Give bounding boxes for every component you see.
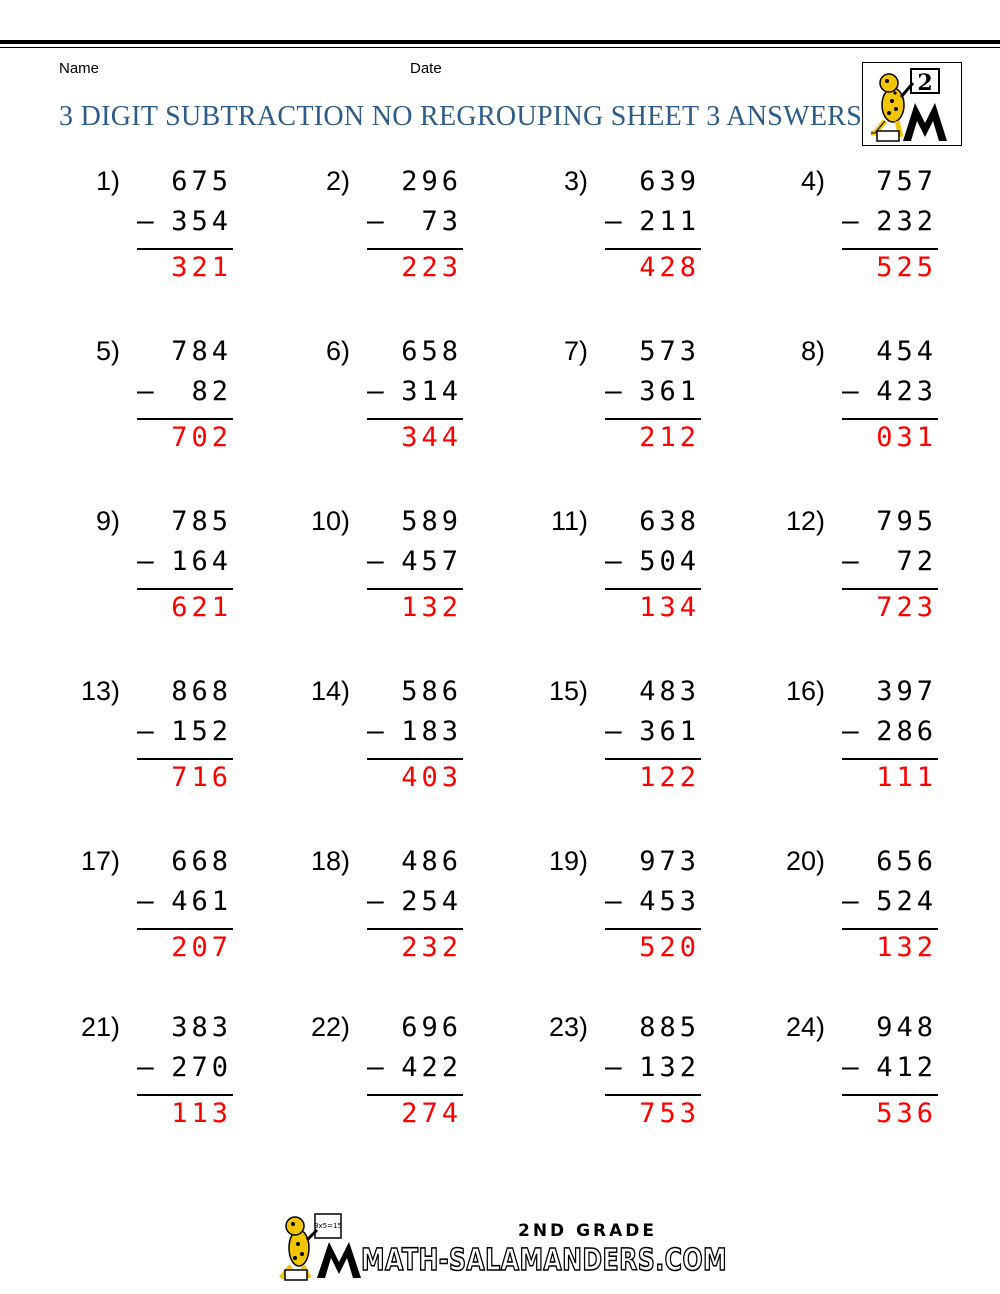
minus-sign-icon: –	[367, 204, 384, 237]
answer-rule	[137, 418, 233, 420]
problem-answer: 122	[639, 762, 700, 793]
answer-rule	[605, 928, 701, 930]
answer-rule	[367, 588, 463, 590]
problem-subtrahend: 457	[401, 546, 462, 577]
problem-number: 18)	[310, 846, 350, 876]
problem-number: 2)	[325, 166, 350, 196]
problem-subtrahend: 164	[171, 546, 232, 577]
minus-sign-icon: –	[842, 204, 859, 237]
answer-rule	[605, 588, 701, 590]
minus-sign-icon: –	[137, 714, 154, 747]
problem-number: 24)	[785, 1012, 825, 1042]
answer-rule	[367, 1094, 463, 1096]
problem-item	[715, 676, 945, 816]
footer-site-text: MATH-SALAMANDERS.COM	[361, 1243, 727, 1278]
footer-badge: 3x5=15	[314, 1222, 342, 1230]
problem-subtrahend: 254	[401, 886, 462, 917]
logo-salamander-icon	[862, 62, 962, 146]
problem-subtrahend: 270	[171, 1052, 232, 1083]
minus-sign-icon: –	[367, 714, 384, 747]
problem-number: 17)	[80, 846, 120, 876]
minus-sign-icon: –	[367, 1050, 384, 1083]
answer-rule	[605, 418, 701, 420]
answer-rule	[367, 758, 463, 760]
minus-sign-icon: –	[367, 544, 384, 577]
problem-minuend: 586	[401, 676, 462, 707]
footer-grade-text: 2ND GRADE	[518, 1221, 658, 1241]
problem-subtrahend: 286	[876, 716, 937, 747]
problem-subtrahend: 361	[639, 716, 700, 747]
problem-item	[715, 506, 945, 646]
problem-answer: 031	[876, 422, 937, 453]
problem-item	[478, 676, 708, 816]
problem-answer: 536	[876, 1098, 937, 1129]
problem-minuend: 885	[639, 1012, 700, 1043]
minus-sign-icon: –	[605, 1050, 622, 1083]
problem-number: 5)	[95, 336, 120, 366]
minus-sign-icon: –	[605, 884, 622, 917]
problem-subtrahend: 412	[876, 1052, 937, 1083]
problem-item	[478, 1012, 708, 1152]
answer-rule	[842, 928, 938, 930]
worksheet-title: 3 DIGIT SUBTRACTION NO REGROUPING SHEET 3 ANSWERS	[59, 101, 863, 132]
answer-rule	[842, 588, 938, 590]
minus-sign-icon: –	[367, 884, 384, 917]
name-label: Name	[59, 60, 100, 77]
problem-item	[240, 506, 470, 646]
problem-minuend: 785	[171, 506, 232, 537]
minus-sign-icon: –	[137, 884, 154, 917]
problem-subtrahend: 461	[171, 886, 232, 917]
problem-number: 22)	[310, 1012, 350, 1042]
problem-item	[240, 166, 470, 306]
problem-number: 16)	[785, 676, 825, 706]
answer-rule	[137, 248, 233, 250]
problem-answer: 207	[171, 932, 232, 963]
top-rule-thin	[0, 47, 1000, 48]
answer-rule	[842, 248, 938, 250]
problem-item	[240, 1012, 470, 1152]
problem-minuend: 784	[171, 336, 232, 367]
problem-number: 15)	[548, 676, 588, 706]
problem-item	[10, 1012, 240, 1152]
problem-answer: 132	[876, 932, 937, 963]
problem-number: 20)	[785, 846, 825, 876]
problem-item	[240, 676, 470, 816]
footer-logo	[273, 1212, 733, 1287]
problem-minuend: 675	[171, 166, 232, 197]
minus-sign-icon: –	[137, 544, 154, 577]
minus-sign-icon: –	[842, 714, 859, 747]
problem-answer: 274	[401, 1098, 462, 1129]
problem-item	[240, 846, 470, 986]
problem-minuend: 638	[639, 506, 700, 537]
problem-answer: 716	[171, 762, 232, 793]
problem-subtrahend: 211	[639, 206, 700, 237]
problem-answer: 132	[401, 592, 462, 623]
date-label: Date	[410, 60, 442, 77]
minus-sign-icon: –	[137, 1050, 154, 1083]
minus-sign-icon: –	[367, 374, 384, 407]
problem-minuend: 868	[171, 676, 232, 707]
problem-subtrahend: 132	[639, 1052, 700, 1083]
problem-answer: 321	[171, 252, 232, 283]
problem-item	[715, 1012, 945, 1152]
problem-minuend: 483	[639, 676, 700, 707]
problem-number: 14)	[310, 676, 350, 706]
problem-minuend: 757	[876, 166, 937, 197]
problem-item	[10, 166, 240, 306]
problem-minuend: 696	[401, 1012, 462, 1043]
problem-number: 6)	[325, 336, 350, 366]
problem-number: 3)	[563, 166, 588, 196]
problem-minuend: 589	[401, 506, 462, 537]
problem-item	[10, 336, 240, 476]
answer-rule	[842, 758, 938, 760]
problem-minuend: 296	[401, 166, 462, 197]
problem-number: 19)	[548, 846, 588, 876]
answer-rule	[842, 418, 938, 420]
problem-subtrahend: 82	[171, 376, 232, 407]
problem-item	[240, 336, 470, 476]
minus-sign-icon: –	[605, 204, 622, 237]
problem-item	[715, 846, 945, 986]
problem-answer: 212	[639, 422, 700, 453]
problem-number: 1)	[95, 166, 120, 196]
problem-minuend: 397	[876, 676, 937, 707]
answer-rule	[367, 418, 463, 420]
problem-subtrahend: 423	[876, 376, 937, 407]
problem-number: 11)	[550, 506, 588, 536]
minus-sign-icon: –	[605, 714, 622, 747]
problem-minuend: 948	[876, 1012, 937, 1043]
minus-sign-icon: –	[842, 374, 859, 407]
problem-answer: 520	[639, 932, 700, 963]
problem-item	[478, 336, 708, 476]
minus-sign-icon: –	[137, 374, 154, 407]
problem-item	[478, 846, 708, 986]
problem-answer: 621	[171, 592, 232, 623]
answer-rule	[367, 248, 463, 250]
problem-minuend: 656	[876, 846, 937, 877]
minus-sign-icon: –	[842, 1050, 859, 1083]
problem-item	[478, 506, 708, 646]
problem-item	[715, 336, 945, 476]
problem-number: 13)	[80, 676, 120, 706]
problem-minuend: 639	[639, 166, 700, 197]
problem-minuend: 973	[639, 846, 700, 877]
problem-number: 8)	[800, 336, 825, 366]
problem-subtrahend: 183	[401, 716, 462, 747]
answer-rule	[137, 928, 233, 930]
problem-number: 12)	[785, 506, 825, 536]
top-rule	[0, 40, 1000, 44]
answer-rule	[137, 758, 233, 760]
problem-answer: 113	[171, 1098, 232, 1129]
problem-answer: 111	[876, 762, 937, 793]
problem-number: 4)	[800, 166, 825, 196]
problem-subtrahend: 232	[876, 206, 937, 237]
problem-subtrahend: 354	[171, 206, 232, 237]
problem-minuend: 383	[171, 1012, 232, 1043]
answer-rule	[137, 1094, 233, 1096]
problem-item	[715, 166, 945, 306]
problem-minuend: 486	[401, 846, 462, 877]
problem-subtrahend: 314	[401, 376, 462, 407]
problem-subtrahend: 453	[639, 886, 700, 917]
problem-answer: 428	[639, 252, 700, 283]
answer-rule	[605, 758, 701, 760]
answer-rule	[367, 928, 463, 930]
problem-item	[478, 166, 708, 306]
problem-subtrahend: 152	[171, 716, 232, 747]
problem-answer: 223	[401, 252, 462, 283]
problem-minuend: 658	[401, 336, 462, 367]
minus-sign-icon: –	[137, 204, 154, 237]
problem-answer: 753	[639, 1098, 700, 1129]
answer-rule	[137, 588, 233, 590]
problem-answer: 344	[401, 422, 462, 453]
answer-rule	[605, 248, 701, 250]
problem-subtrahend: 422	[401, 1052, 462, 1083]
problem-number: 23)	[548, 1012, 588, 1042]
problem-answer: 525	[876, 252, 937, 283]
problem-number: 9)	[95, 506, 120, 536]
problem-number: 21)	[80, 1012, 120, 1042]
problem-answer: 134	[639, 592, 700, 623]
problem-minuend: 573	[639, 336, 700, 367]
problem-item	[10, 676, 240, 816]
problem-minuend: 668	[171, 846, 232, 877]
problem-number: 10)	[310, 506, 350, 536]
problem-number: 7)	[563, 336, 588, 366]
logo-badge: 2	[917, 70, 933, 96]
problem-minuend: 454	[876, 336, 937, 367]
answer-rule	[842, 1094, 938, 1096]
problem-minuend: 795	[876, 506, 937, 537]
problem-item	[10, 506, 240, 646]
problem-answer: 403	[401, 762, 462, 793]
problem-answer: 232	[401, 932, 462, 963]
problem-subtrahend: 504	[639, 546, 700, 577]
problem-subtrahend: 72	[876, 546, 937, 577]
problem-item	[10, 846, 240, 986]
answer-rule	[605, 1094, 701, 1096]
problem-answer: 723	[876, 592, 937, 623]
problem-subtrahend: 73	[401, 206, 462, 237]
problem-answer: 702	[171, 422, 232, 453]
minus-sign-icon: –	[605, 544, 622, 577]
minus-sign-icon: –	[842, 884, 859, 917]
problem-subtrahend: 361	[639, 376, 700, 407]
minus-sign-icon: –	[605, 374, 622, 407]
minus-sign-icon: –	[842, 544, 859, 577]
problem-subtrahend: 524	[876, 886, 937, 917]
